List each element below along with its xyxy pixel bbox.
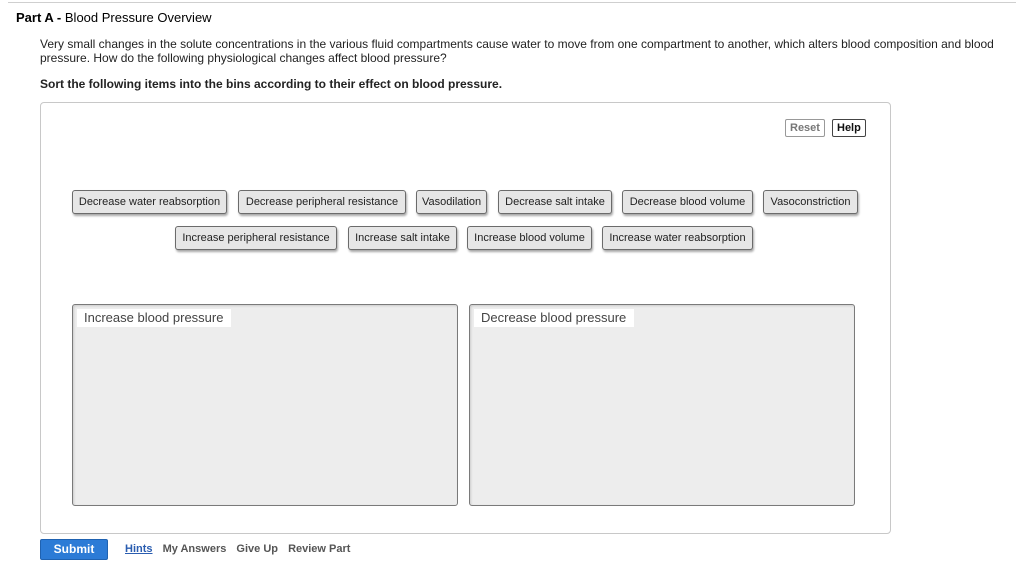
- drag-item-increase-water-reabsorption[interactable]: Increase water reabsorption: [602, 226, 753, 250]
- bin-label-increase: Increase blood pressure: [77, 309, 231, 327]
- drag-item-decrease-water-reabsorption[interactable]: Decrease water reabsorption: [72, 190, 227, 214]
- drag-item-vasoconstriction[interactable]: Vasoconstriction: [763, 190, 858, 214]
- part-title-text: Blood Pressure Overview: [64, 10, 212, 25]
- bin-label-decrease: Decrease blood pressure: [474, 309, 634, 327]
- give-up-link[interactable]: Give Up: [236, 543, 278, 555]
- top-divider: [8, 2, 1016, 3]
- part-title: [16, 10, 212, 25]
- drag-item-increase-blood-volume[interactable]: Increase blood volume: [467, 226, 592, 250]
- bin-increase-blood-pressure[interactable]: [72, 304, 458, 506]
- footer-links: [125, 543, 357, 555]
- bin-decrease-blood-pressure[interactable]: [469, 304, 855, 506]
- my-answers-link[interactable]: My Answers: [162, 543, 227, 555]
- hints-link[interactable]: Hints: [125, 543, 153, 555]
- drag-item-decrease-peripheral-resistance[interactable]: Decrease peripheral resistance: [238, 190, 406, 214]
- drag-item-decrease-blood-volume[interactable]: Decrease blood volume: [622, 190, 753, 214]
- drag-item-increase-peripheral-resistance[interactable]: Increase peripheral resistance: [175, 226, 337, 250]
- drag-item-decrease-salt-intake[interactable]: Decrease salt intake: [498, 190, 612, 214]
- instruction-text: Sort the following items into the bins according to their effect on blood pressure.: [40, 77, 503, 91]
- review-part-link[interactable]: Review Part: [288, 543, 351, 555]
- drag-item-vasodilation[interactable]: Vasodilation: [416, 190, 487, 214]
- question-text: Very small changes in the solute concentrations in the various fluid compartments cause water to move from one compartment to another, which alters blood composition and blood pressure. How do the following physiological changes affect blood pressure?: [40, 37, 994, 65]
- part-label: Part A -: [16, 10, 62, 25]
- reset-button[interactable]: Reset: [785, 119, 825, 137]
- drag-item-increase-salt-intake[interactable]: Increase salt intake: [348, 226, 457, 250]
- submit-button[interactable]: Submit: [40, 539, 108, 560]
- help-button[interactable]: Help: [832, 119, 866, 137]
